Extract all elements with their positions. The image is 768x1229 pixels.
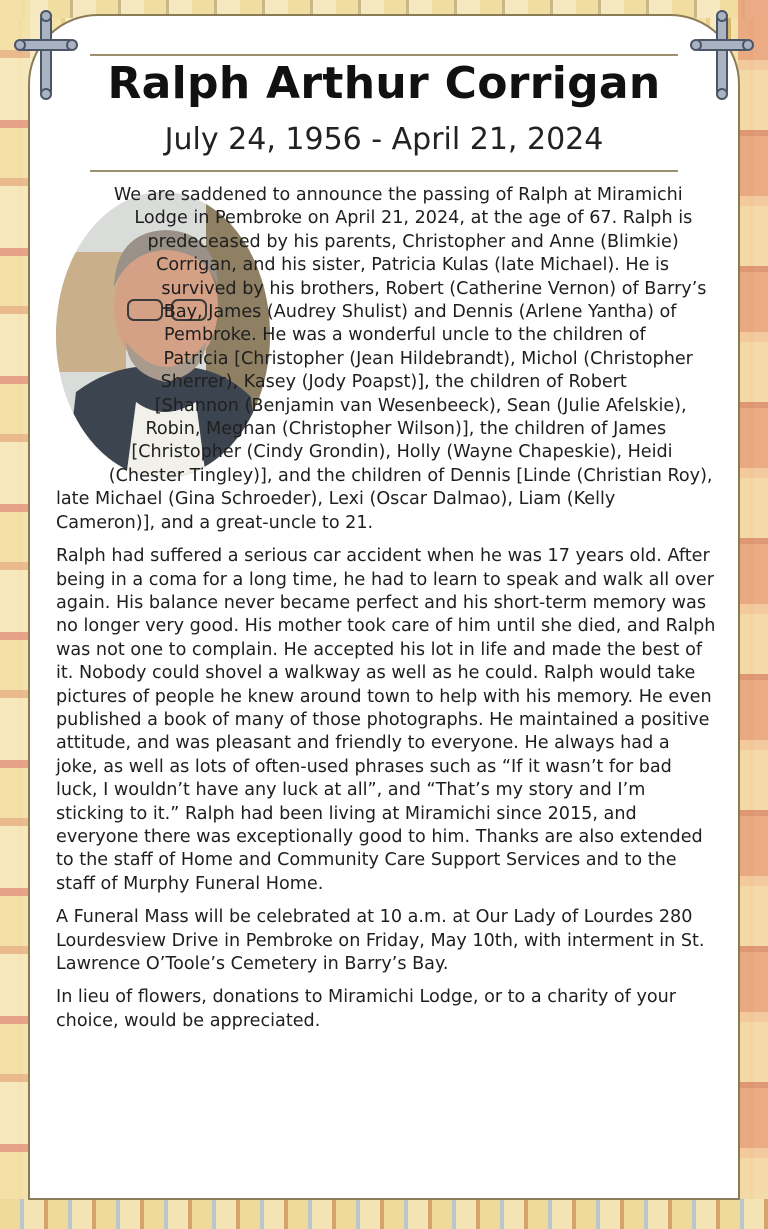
title-divider (90, 170, 678, 172)
deceased-name: Ralph Arthur Corrigan (107, 58, 661, 109)
border-right (738, 0, 768, 1229)
paragraph-life: Ralph had suffered a serious car accident when he was 17 years old. After being in a coma for a long time, he had to learn to speak and walk all over again. His balance never became perfect and his short-term memory was no longer very good. His mother took care of him until she died, and Ralph was not one to complain. He accepted his lot in life and made the best of it. Nobody could shovel a walkway as well as he could. Ralph would take pictures of people he knew around town to help with his memory. He even published a book of many of those photographs. He maintained a positive attitude, and was pleasant and friendly to everyone. He always had a joke, as well as lots of often-used phrases such as “If it wasn’t for bad luck, I wouldn’t have any luck at all”, and “That’s my story and I’m sticking to it.” Ralph had been living at Miramichi since 2015, and everyone there was exceptionally good to him. Thanks are also extended to the staff of Home and Community Care Support Services and to the staff of Murphy Funeral Home. (56, 546, 716, 894)
paragraph-family-text: We are saddened to announce the passing of Ralph at Miramichi Lodge in Pembroke on April 21, 2024, at the age of 67. Ralph is predeceased by his parents, Christopher and Anne (Blimkie) Corrigan, and his sister, Patricia Kulas (late Michael). He is survived by his brothers, Robert (Catherine Vernon) of Barry’s Bay, James (Audrey Shulist) and Dennis (Arlene Yantha) of Pembroke. He was a wonderful uncle to the children of Patricia [Christopher (Jean Hildebrandt), Michol (Christopher Sherrer), Kasey (Jody Poapst)], the children of Robert [Shannon (Benjamin van Wesenbeeck), Sean (Julie Afelskie), Robin, Meghan (Christopher Wilson)], the children of James [Christopher (Cindy Grondin), Holly (Wayne Chapeskie), Heidi (Chester Tingley)], and the children of Dennis [Linde (Christian Roy), late Michael (Gina Schroeder), Lexi (Oscar Dalmao), Liam (Kelly Cameron)], and a great-uncle to 21. (56, 185, 713, 533)
top-divider (90, 54, 678, 56)
life-dates: July 24, 1956 - April 21, 2024 (164, 122, 604, 157)
obituary-body (56, 184, 716, 1043)
border-bottom (0, 1199, 768, 1229)
paragraph-family (56, 184, 716, 535)
border-left (0, 0, 30, 1229)
paragraph-donations: In lieu of flowers, donations to Miramichi Lodge, or to a charity of your choice, would be appreciated. (56, 987, 677, 1031)
paragraph-funeral: A Funeral Mass will be celebrated at 10 a.m. at Our Lady of Lourdes 280 Lourdesview Drive in Pembroke on Friday, May 10th, with interment in St. Lawrence O’Toole’s Cemetery in Barry’s Bay. (56, 907, 705, 974)
